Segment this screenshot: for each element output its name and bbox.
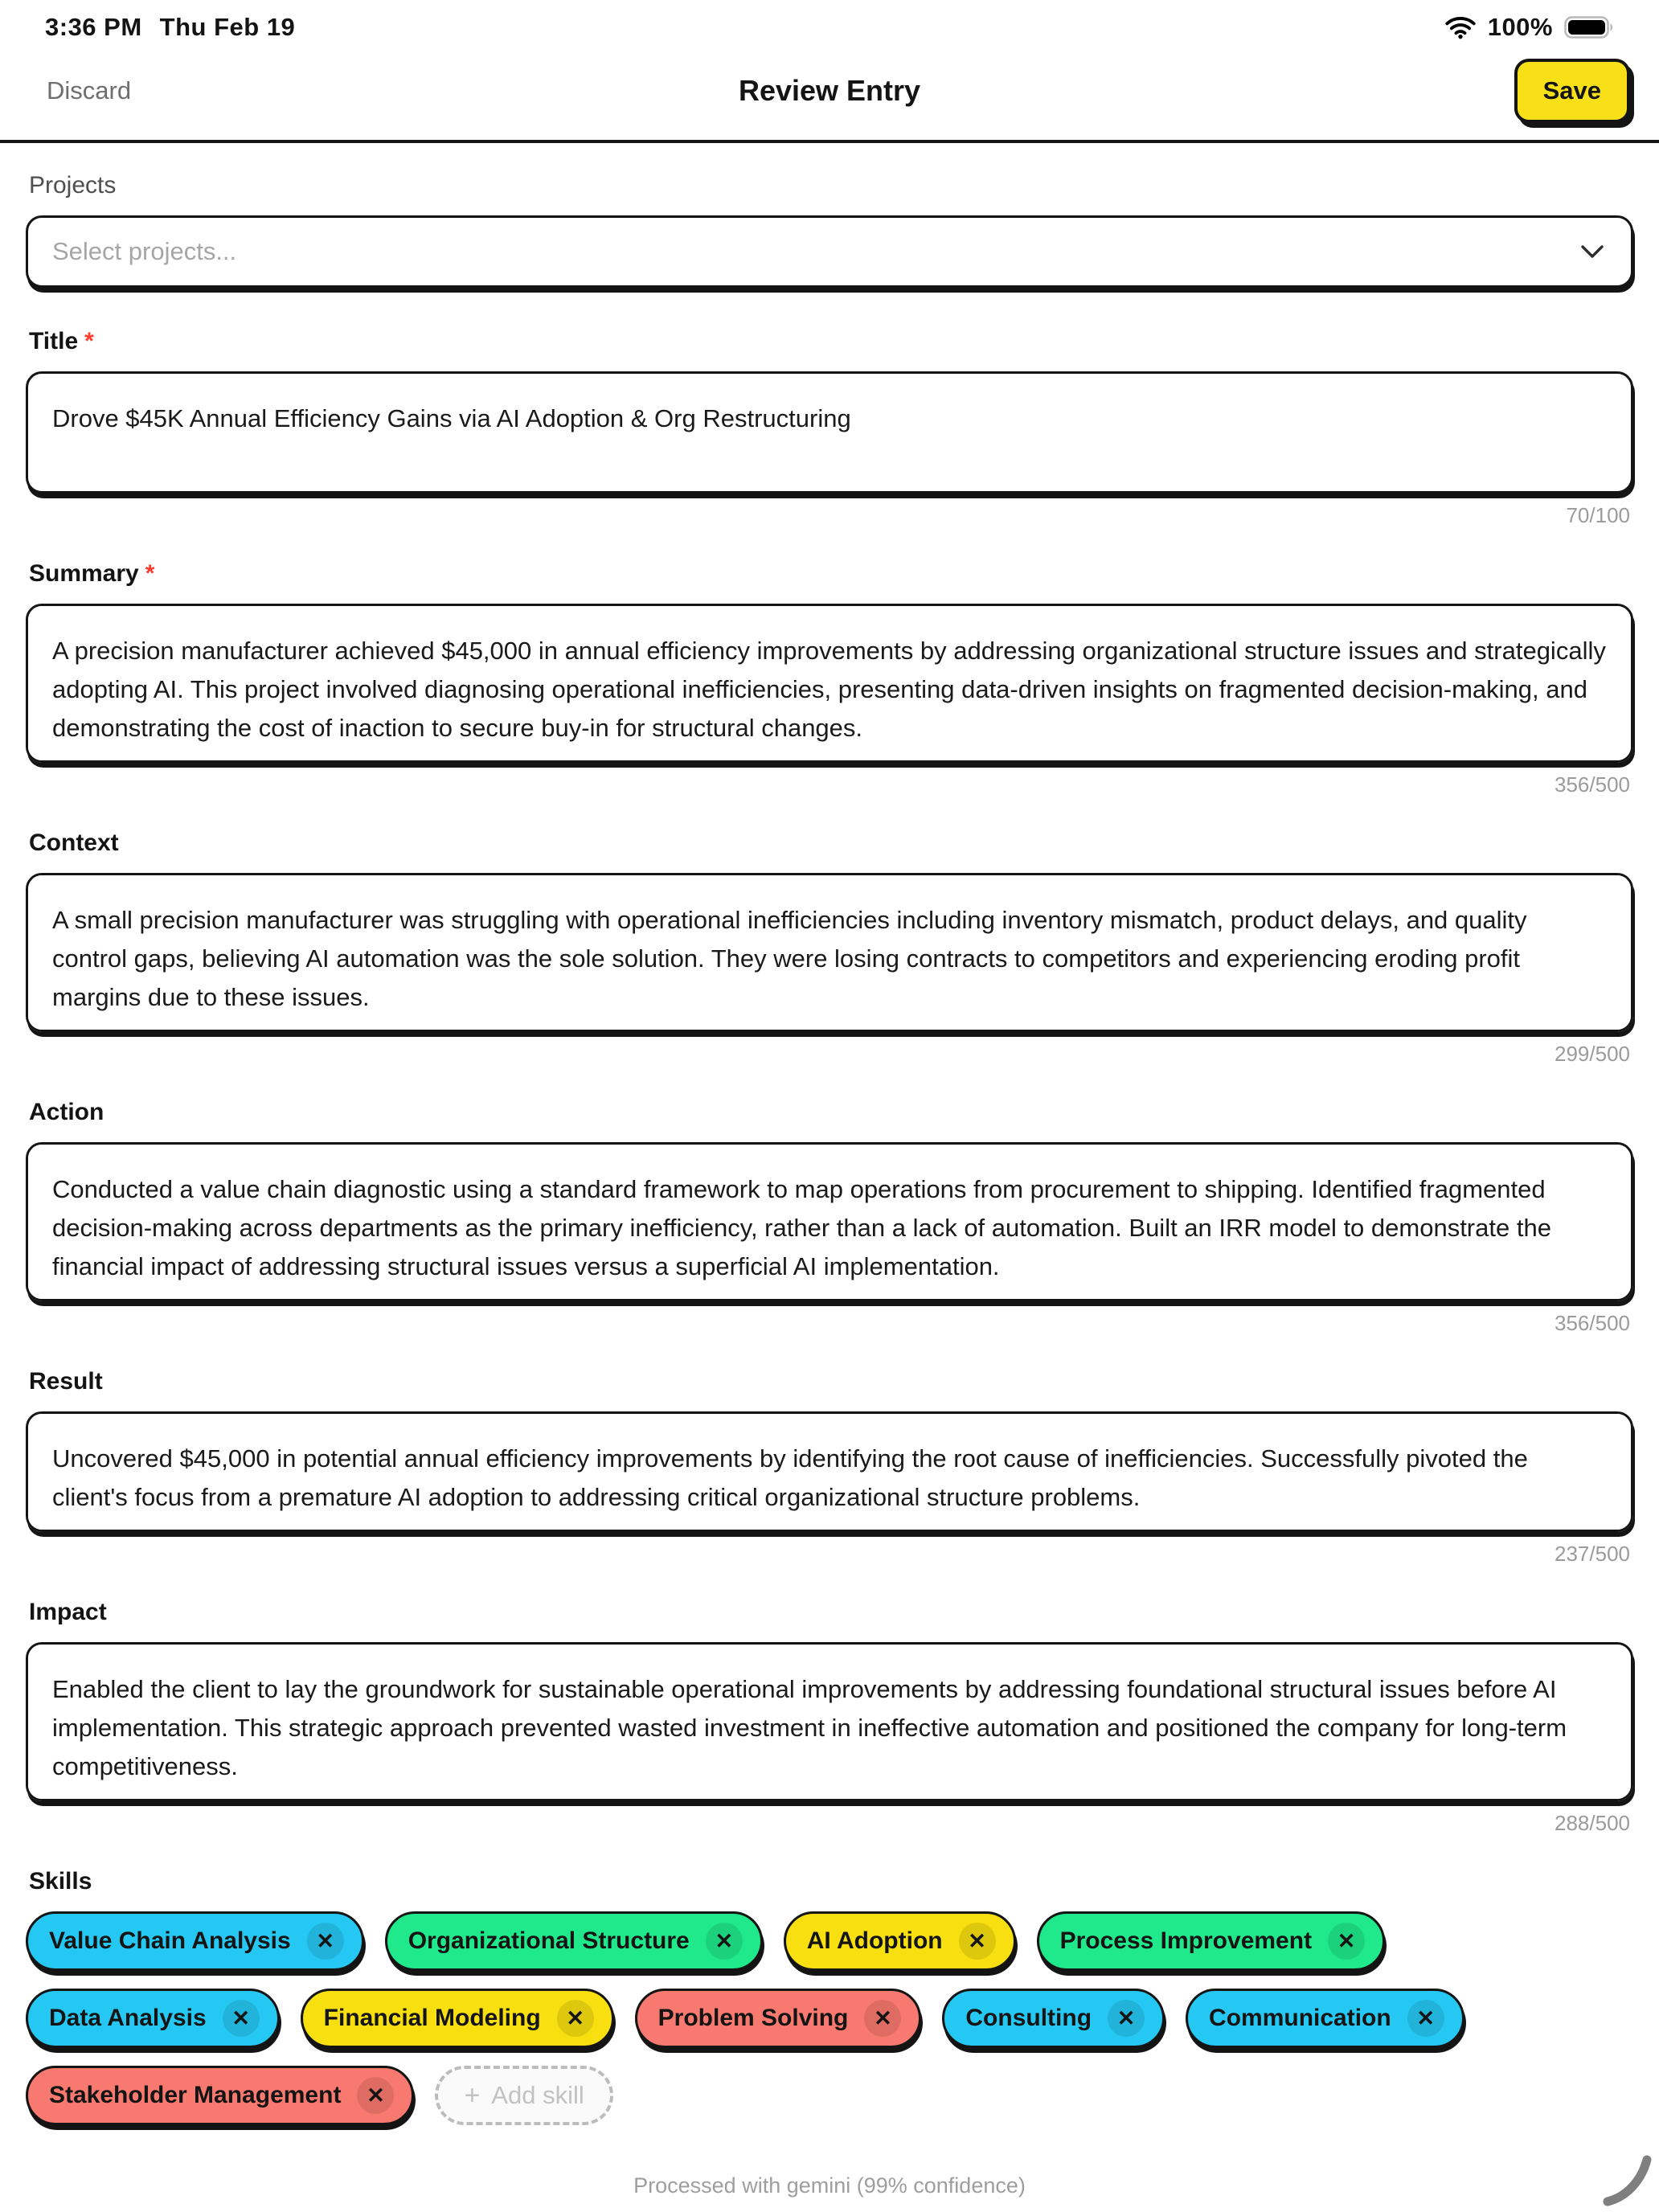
save-button[interactable]: Save [1514,59,1630,123]
discard-button[interactable]: Discard [47,76,132,104]
status-bar [0,0,1659,42]
context-char-counter: 299/500 [1555,1042,1630,1066]
context-label: Context [29,830,119,856]
remove-skill-icon[interactable]: ✕ [357,2077,394,2114]
skills-chip-list [26,1911,1633,2125]
title-label: Title * [29,328,94,354]
add-skill-button[interactable] [435,2066,612,2125]
required-asterisk: * [145,560,155,587]
summary-char-counter: 356/500 [1555,772,1630,797]
remove-skill-icon[interactable]: ✕ [307,1923,344,1960]
skills-label: Skills [29,1868,92,1895]
projects-placeholder: Select projects... [52,237,237,265]
skill-chip[interactable] [1037,1911,1385,1971]
plus-icon: + [464,2079,481,2111]
battery-percent: 100% [1487,13,1553,41]
skill-chip-label: Value Chain Analysis [49,1927,291,1954]
result-input[interactable] [26,1411,1633,1532]
summary-input[interactable] [26,604,1633,763]
action-char-counter: 356/500 [1555,1311,1630,1335]
remove-skill-icon[interactable]: ✕ [1407,2000,1444,2037]
skill-chip-label: Financial Modeling [323,2005,541,2031]
projects-select[interactable] [26,215,1633,288]
skill-chip[interactable] [635,1989,922,2048]
skill-chip-label: Data Analysis [49,2005,207,2031]
projects-label: Projects [29,172,117,199]
skill-chip-label: Problem Solving [657,2005,849,2031]
skill-chip[interactable] [942,1989,1165,2048]
action-label: Action [29,1099,104,1125]
status-date: Thu Feb 19 [159,13,296,41]
remove-skill-icon[interactable]: ✕ [223,2000,260,2037]
skill-chip[interactable] [385,1911,763,1971]
remove-skill-icon[interactable]: ✕ [1108,2000,1145,2037]
remove-skill-icon[interactable]: ✕ [959,1923,996,1960]
skill-chip[interactable] [301,1989,614,2048]
impact-input[interactable] [26,1642,1633,1801]
summary-label: Summary * [29,560,155,587]
impact-char-counter: 288/500 [1555,1811,1630,1835]
add-skill-label: Add skill [491,2081,584,2109]
skill-chip[interactable] [1186,1989,1464,2048]
page-title: Review Entry [738,74,921,107]
skill-chip[interactable] [26,1911,364,1971]
form-content [0,143,1659,2198]
skill-chip-label: Communication [1209,2005,1391,2031]
wifi-icon [1444,15,1477,39]
processing-status-note: Processed with gemini (99% confidence) [633,2173,1026,2198]
corner-arc-decoration [1553,2142,1657,2212]
required-asterisk: * [84,328,94,354]
remove-skill-icon[interactable]: ✕ [1328,1923,1365,1960]
result-label: Result [29,1368,103,1395]
skill-chip[interactable] [26,2066,414,2125]
skill-chip-label: Consulting [965,2005,1092,2031]
skill-chip-label: AI Adoption [806,1927,943,1954]
impact-label: Impact [29,1599,107,1625]
skill-chip-label: Organizational Structure [408,1927,690,1954]
status-time: 3:36 PM [45,13,142,41]
skill-chip-label: Stakeholder Management [49,2082,342,2108]
remove-skill-icon[interactable]: ✕ [864,2000,901,2037]
battery-icon [1564,14,1616,40]
remove-skill-icon[interactable]: ✕ [706,1923,743,1960]
chevron-down-icon [1578,242,1607,261]
skill-chip-label: Process Improvement [1059,1927,1313,1954]
skill-chip[interactable] [26,1989,280,2048]
action-input[interactable] [26,1142,1633,1301]
title-input[interactable] [26,371,1633,494]
remove-skill-icon[interactable]: ✕ [557,2000,594,2037]
skill-chip[interactable] [784,1911,1016,1971]
title-char-counter: 70/100 [1566,503,1630,527]
nav-bar [0,42,1659,143]
context-input[interactable] [26,873,1633,1032]
result-char-counter: 237/500 [1555,1542,1630,1566]
